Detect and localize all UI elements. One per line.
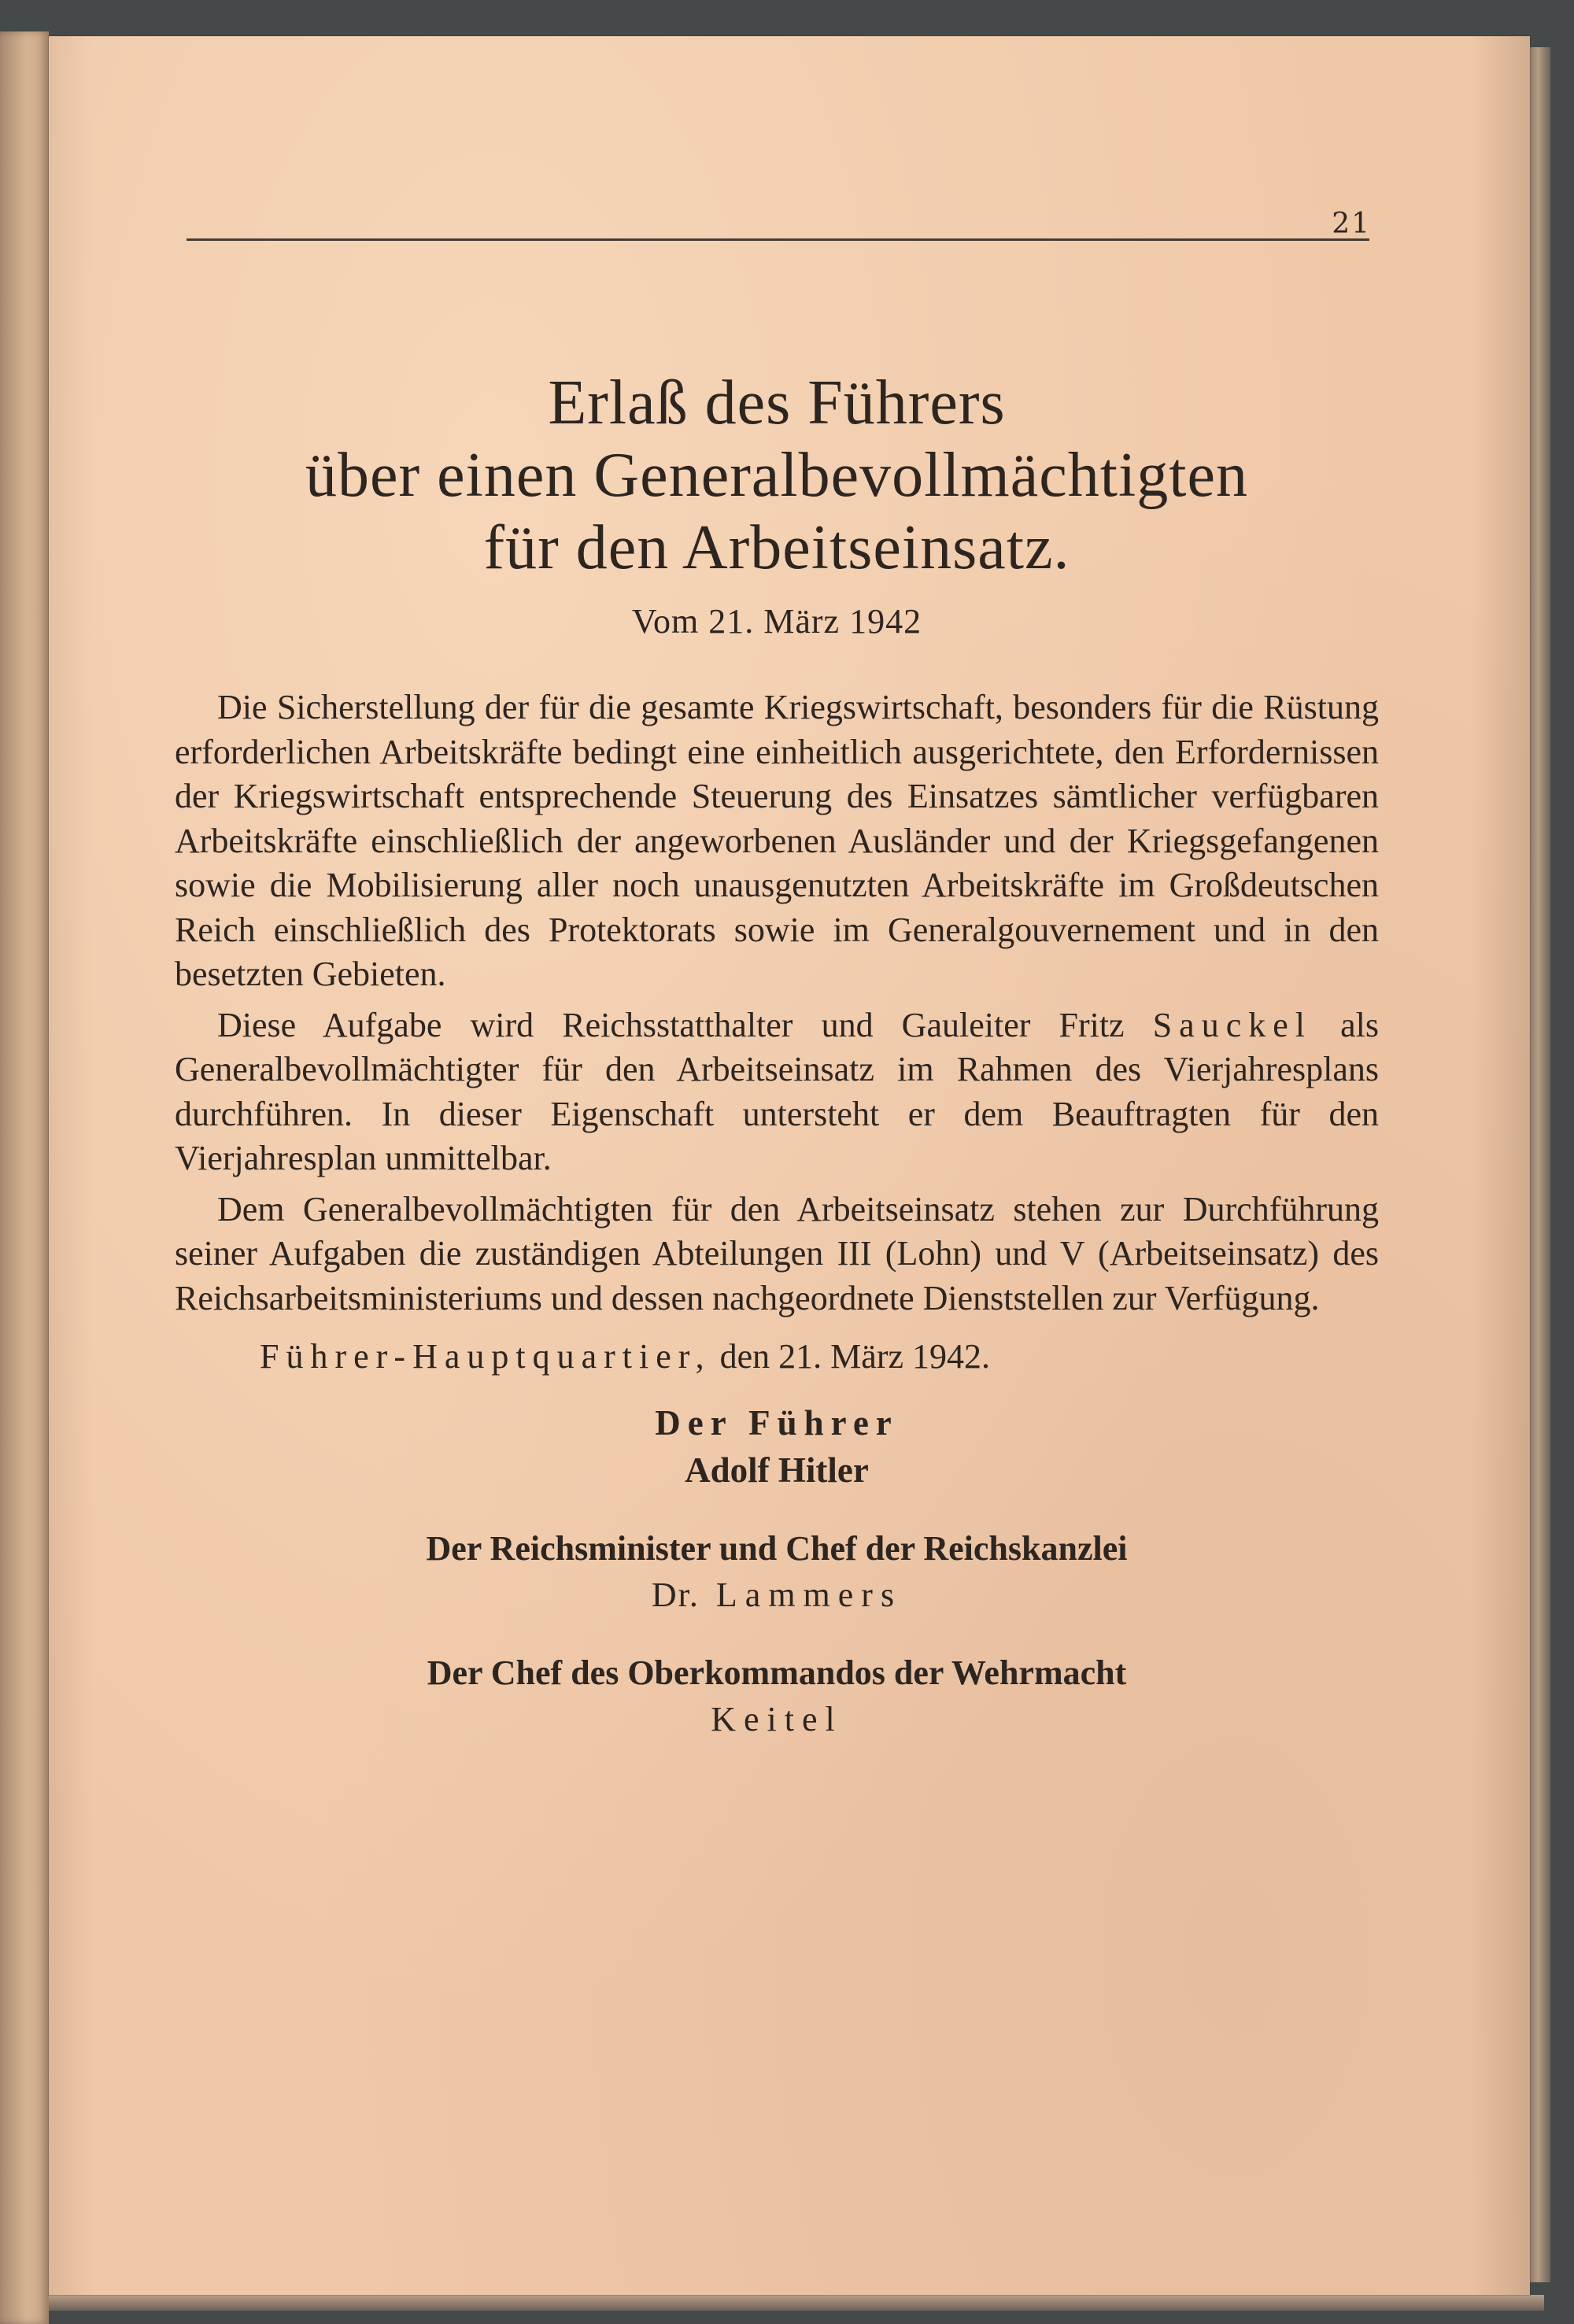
signing-date: den 21. März 1942.	[719, 1337, 991, 1376]
header-rule	[187, 238, 1369, 241]
paragraph-2	[175, 1003, 1379, 1181]
signatory-surname-lammers: Lammers	[715, 1576, 903, 1614]
signatory-name-hitler: Adolf Hitler	[685, 1450, 869, 1490]
page-number: 21	[1332, 208, 1371, 240]
title-line-1: Erlaß des Führers	[548, 368, 1006, 438]
paragraph-2-after: als Generalbevollmächtigter für den Arbeitseinsatz im Rahmen des Vierjahresplans durchführen. In dieser Eigenschaft untersteht er dem Beauftragten für den Vierjahresplan unmittelbar.	[175, 1005, 1379, 1177]
signatory-role-reichsminister: Der Reichsminister und Chef der Reichskanzlei	[426, 1529, 1128, 1568]
signatory-prefix: Dr.	[651, 1576, 700, 1614]
decree-title	[175, 367, 1379, 584]
page-stack-edge	[1530, 47, 1550, 2282]
signatory-title-fuehrer: Der Führer	[655, 1403, 899, 1443]
place-and-date	[175, 1335, 1379, 1379]
decree-content	[175, 367, 1379, 1742]
spaced-name-sauckel: Sauckel	[1152, 1005, 1312, 1044]
page-bottom-edge	[49, 2295, 1544, 2311]
signatory-name-keitel: Keitel	[711, 1700, 843, 1738]
place-name: Führer-Hauptquartier,	[260, 1337, 711, 1376]
paragraph-3: Dem Generalbevollmächtigten für den Arbeitseinsatz stehen zur Durchführung seiner Aufgaben die zuständigen Abteilungen III (Lohn) und V (Arbeitseinsatz) des Reichsarbeitsministeriums und dessen nachgeordnete Dienststellen zur Verfügung.	[175, 1189, 1379, 1317]
paragraph-1: Die Sicherstellung der für die gesamte Kriegswirtschaft, besonders für die Rüstung erforderlichen Arbeitskräfte bedingt eine einheitlich ausgerichtete, den Erfordernissen der Kriegswirtschaft entsprechende Steuerung des Einsatzes sämtlicher verfügbaren Arbeitskräfte einschließlich der angeworbenen Ausländer und der Kriegsgefangenen sowie die Mobilisierung aller noch unausgenutzten Arbeitskräfte im Großdeutschen Reich einschließlich des Protektorats sowie im Generalgouvernement und in den besetzten Gebieten.	[175, 688, 1379, 993]
signature-block	[175, 1399, 1379, 1742]
signatory-role-okw-chief: Der Chef des Oberkommandos der Wehrmacht	[427, 1653, 1127, 1692]
page-sheet	[49, 36, 1530, 2295]
signatory-name-lammers	[175, 1572, 1379, 1618]
previous-page-edge	[0, 31, 49, 2324]
title-line-2: über einen Generalbevollmächtigten	[305, 441, 1248, 510]
title-line-3: für den Arbeitseinsatz.	[483, 513, 1070, 582]
decree-date: Vom 21. März 1942	[631, 602, 922, 641]
paragraph-2-before: Diese Aufgabe wird Reichsstatthalter und Gauleiter Fritz	[217, 1005, 1153, 1044]
decree-body	[175, 685, 1379, 1321]
